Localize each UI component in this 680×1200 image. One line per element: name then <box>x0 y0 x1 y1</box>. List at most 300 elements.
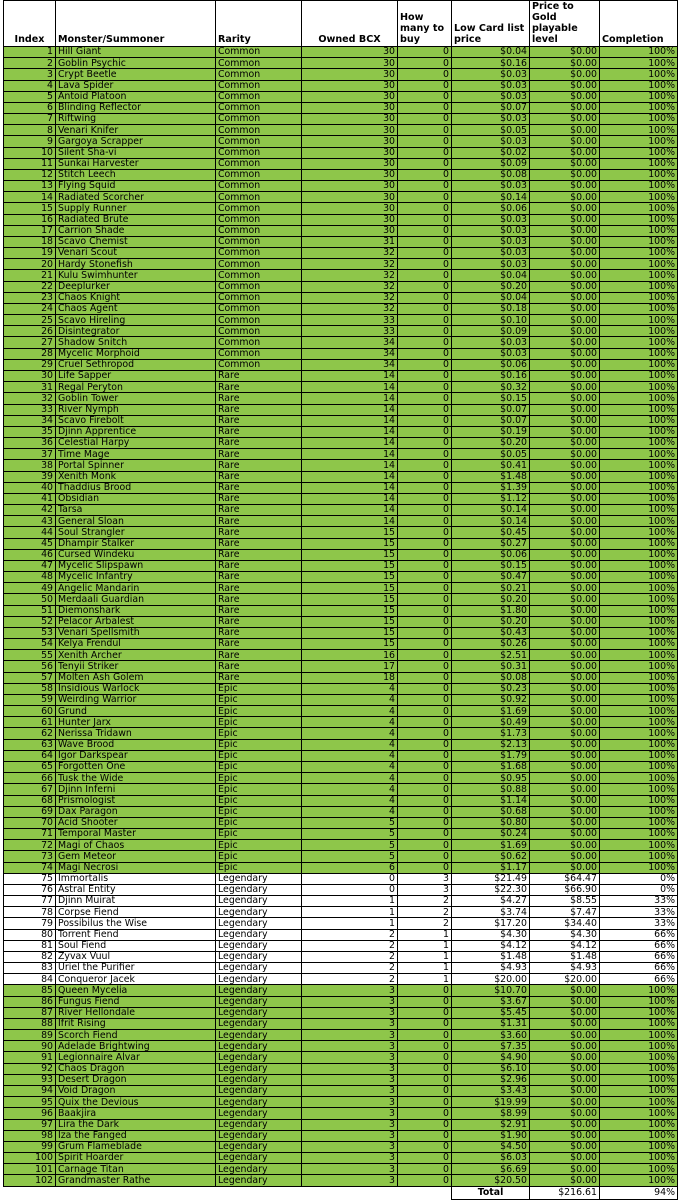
cell-low-price[interactable]: $4.50 <box>452 1141 530 1152</box>
cell-index[interactable]: 99 <box>4 1141 56 1152</box>
cell-gold-price[interactable]: $0.00 <box>530 773 600 784</box>
cell-gold-price[interactable]: $0.00 <box>530 337 600 348</box>
cell-owned-bcx[interactable]: 33 <box>302 315 398 326</box>
cell-index[interactable]: 2 <box>4 58 56 69</box>
cell-name[interactable]: Zyvax Vuul <box>56 951 216 962</box>
cell-gold-price[interactable]: $0.00 <box>530 1007 600 1018</box>
cell-completion[interactable]: 100% <box>600 337 678 348</box>
cell-owned-bcx[interactable]: 4 <box>302 728 398 739</box>
cell-low-price[interactable]: $0.32 <box>452 382 530 393</box>
cell-index[interactable]: 17 <box>4 225 56 236</box>
cell-rarity[interactable]: Epic <box>216 817 302 828</box>
cell-index[interactable]: 98 <box>4 1130 56 1141</box>
cell-rarity[interactable]: Legendary <box>216 918 302 929</box>
cell-completion[interactable]: 100% <box>600 147 678 158</box>
cell-rarity[interactable]: Legendary <box>216 985 302 996</box>
cell-index[interactable]: 76 <box>4 884 56 895</box>
cell-rarity[interactable]: Rare <box>216 627 302 638</box>
cell-gold-price[interactable]: $0.00 <box>530 1108 600 1119</box>
cell-rarity[interactable]: Legendary <box>216 1097 302 1108</box>
cell-index[interactable]: 85 <box>4 985 56 996</box>
cell-index[interactable]: 67 <box>4 784 56 795</box>
cell-rarity[interactable]: Epic <box>216 728 302 739</box>
cell-completion[interactable]: 100% <box>600 270 678 281</box>
cell-rarity[interactable]: Rare <box>216 471 302 482</box>
cell-completion[interactable]: 100% <box>600 136 678 147</box>
cell-how-many[interactable]: 0 <box>398 572 452 583</box>
cell-gold-price[interactable]: $0.00 <box>530 1141 600 1152</box>
cell-how-many[interactable]: 0 <box>398 650 452 661</box>
cell-name[interactable]: Djinn Apprentice <box>56 426 216 437</box>
cell-low-price[interactable]: $19.99 <box>452 1097 530 1108</box>
cell-how-many[interactable]: 0 <box>398 69 452 80</box>
header-name[interactable]: Monster/Summoner <box>56 1 216 47</box>
cell-owned-bcx[interactable]: 14 <box>302 415 398 426</box>
cell-owned-bcx[interactable]: 3 <box>302 1074 398 1085</box>
cell-index[interactable]: 93 <box>4 1074 56 1085</box>
cell-gold-price[interactable]: $0.00 <box>530 639 600 650</box>
cell-rarity[interactable]: Legendary <box>216 1063 302 1074</box>
cell-index[interactable]: 39 <box>4 471 56 482</box>
cell-rarity[interactable]: Rare <box>216 393 302 404</box>
cell-owned-bcx[interactable]: 18 <box>302 672 398 683</box>
cell-index[interactable]: 34 <box>4 415 56 426</box>
cell-name[interactable]: Supply Runner <box>56 203 216 214</box>
cell-gold-price[interactable]: $0.00 <box>530 47 600 58</box>
cell-name[interactable]: Tusk the Wide <box>56 773 216 784</box>
cell-owned-bcx[interactable]: 15 <box>302 594 398 605</box>
cell-gold-price[interactable]: $0.00 <box>530 393 600 404</box>
cell-completion[interactable]: 100% <box>600 784 678 795</box>
cell-completion[interactable]: 100% <box>600 773 678 784</box>
cell-rarity[interactable]: Epic <box>216 683 302 694</box>
cell-completion[interactable]: 100% <box>600 393 678 404</box>
cell-index[interactable]: 14 <box>4 192 56 203</box>
cell-completion[interactable]: 100% <box>600 225 678 236</box>
cell-owned-bcx[interactable]: 3 <box>302 1119 398 1130</box>
cell-rarity[interactable]: Rare <box>216 650 302 661</box>
cell-completion[interactable]: 100% <box>600 493 678 504</box>
cell-index[interactable]: 50 <box>4 594 56 605</box>
cell-name[interactable]: Kulu Swimhunter <box>56 270 216 281</box>
cell-index[interactable]: 92 <box>4 1063 56 1074</box>
cell-rarity[interactable]: Legendary <box>216 1030 302 1041</box>
cell-gold-price[interactable]: $0.00 <box>530 348 600 359</box>
cell-low-price[interactable]: $0.27 <box>452 538 530 549</box>
cell-rarity[interactable]: Legendary <box>216 996 302 1007</box>
cell-name[interactable]: Goblin Psychic <box>56 58 216 69</box>
cell-index[interactable]: 35 <box>4 426 56 437</box>
cell-rarity[interactable]: Common <box>216 47 302 58</box>
cell-low-price[interactable]: $0.80 <box>452 817 530 828</box>
cell-completion[interactable]: 100% <box>600 460 678 471</box>
cell-owned-bcx[interactable]: 30 <box>302 181 398 192</box>
cell-name[interactable]: Gem Meteor <box>56 851 216 862</box>
cell-how-many[interactable]: 0 <box>398 1175 452 1186</box>
cell-name[interactable]: Thaddius Brood <box>56 482 216 493</box>
cell-gold-price[interactable]: $0.00 <box>530 169 600 180</box>
cell-owned-bcx[interactable]: 3 <box>302 1130 398 1141</box>
cell-completion[interactable]: 33% <box>600 918 678 929</box>
cell-owned-bcx[interactable]: 15 <box>302 627 398 638</box>
cell-low-price[interactable]: $3.67 <box>452 996 530 1007</box>
cell-completion[interactable]: 100% <box>600 449 678 460</box>
cell-name[interactable]: Radiated Brute <box>56 214 216 225</box>
cell-name[interactable]: Dax Paragon <box>56 806 216 817</box>
cell-gold-price[interactable]: $0.00 <box>530 795 600 806</box>
cell-rarity[interactable]: Rare <box>216 426 302 437</box>
cell-low-price[interactable]: $0.06 <box>452 359 530 370</box>
cell-how-many[interactable]: 0 <box>398 449 452 460</box>
cell-owned-bcx[interactable]: 3 <box>302 1141 398 1152</box>
cell-gold-price[interactable]: $0.00 <box>530 426 600 437</box>
cell-owned-bcx[interactable]: 15 <box>302 549 398 560</box>
cell-how-many[interactable]: 2 <box>398 896 452 907</box>
cell-index[interactable]: 44 <box>4 527 56 538</box>
cell-rarity[interactable]: Common <box>216 326 302 337</box>
cell-low-price[interactable]: $0.20 <box>452 594 530 605</box>
cell-low-price[interactable]: $0.49 <box>452 717 530 728</box>
cell-completion[interactable]: 100% <box>600 281 678 292</box>
cell-rarity[interactable]: Common <box>216 158 302 169</box>
cell-index[interactable]: 96 <box>4 1108 56 1119</box>
cell-gold-price[interactable]: $0.00 <box>530 862 600 873</box>
cell-rarity[interactable]: Legendary <box>216 907 302 918</box>
cell-name[interactable]: Spirit Hoarder <box>56 1153 216 1164</box>
cell-completion[interactable]: 100% <box>600 583 678 594</box>
cell-gold-price[interactable]: $0.00 <box>530 694 600 705</box>
cell-low-price[interactable]: $0.15 <box>452 393 530 404</box>
cell-gold-price[interactable]: $0.00 <box>530 1119 600 1130</box>
cell-completion[interactable]: 100% <box>600 717 678 728</box>
cell-index[interactable]: 94 <box>4 1085 56 1096</box>
cell-low-price[interactable]: $1.17 <box>452 862 530 873</box>
cell-index[interactable]: 51 <box>4 605 56 616</box>
cell-completion[interactable]: 100% <box>600 181 678 192</box>
cell-index[interactable]: 11 <box>4 158 56 169</box>
cell-name[interactable]: Baakjira <box>56 1108 216 1119</box>
cell-owned-bcx[interactable]: 14 <box>302 482 398 493</box>
cell-owned-bcx[interactable]: 30 <box>302 169 398 180</box>
cell-gold-price[interactable]: $0.00 <box>530 572 600 583</box>
cell-gold-price[interactable]: $0.00 <box>530 158 600 169</box>
cell-rarity[interactable]: Rare <box>216 594 302 605</box>
cell-completion[interactable]: 100% <box>600 1141 678 1152</box>
cell-completion[interactable]: 100% <box>600 627 678 638</box>
cell-name[interactable]: Hill Giant <box>56 47 216 58</box>
cell-rarity[interactable]: Legendary <box>216 963 302 974</box>
cell-rarity[interactable]: Common <box>216 80 302 91</box>
cell-name[interactable]: Queen Mycelia <box>56 985 216 996</box>
cell-name[interactable]: Portal Spinner <box>56 460 216 471</box>
cell-low-price[interactable]: $0.09 <box>452 326 530 337</box>
cell-low-price[interactable]: $5.45 <box>452 1007 530 1018</box>
cell-rarity[interactable]: Rare <box>216 404 302 415</box>
cell-completion[interactable]: 100% <box>600 438 678 449</box>
cell-how-many[interactable]: 0 <box>398 147 452 158</box>
cell-gold-price[interactable]: $0.00 <box>530 851 600 862</box>
cell-how-many[interactable]: 0 <box>398 482 452 493</box>
cell-name[interactable]: Adelade Brightwing <box>56 1041 216 1052</box>
cell-index[interactable]: 20 <box>4 259 56 270</box>
cell-index[interactable]: 101 <box>4 1164 56 1175</box>
cell-rarity[interactable]: Rare <box>216 639 302 650</box>
cell-name[interactable]: Prismologist <box>56 795 216 806</box>
cell-how-many[interactable]: 0 <box>398 181 452 192</box>
cell-low-price[interactable]: $0.14 <box>452 516 530 527</box>
cell-completion[interactable]: 100% <box>600 1030 678 1041</box>
cell-how-many[interactable]: 1 <box>398 929 452 940</box>
cell-how-many[interactable]: 0 <box>398 393 452 404</box>
cell-rarity[interactable]: Legendary <box>216 1108 302 1119</box>
cell-rarity[interactable]: Epic <box>216 784 302 795</box>
cell-index[interactable]: 7 <box>4 114 56 125</box>
cell-completion[interactable]: 100% <box>600 672 678 683</box>
cell-name[interactable]: River Hellondale <box>56 1007 216 1018</box>
cell-index[interactable]: 71 <box>4 829 56 840</box>
cell-low-price[interactable]: $22.30 <box>452 884 530 895</box>
cell-index[interactable]: 3 <box>4 69 56 80</box>
cell-index[interactable]: 89 <box>4 1030 56 1041</box>
cell-how-many[interactable]: 0 <box>398 370 452 381</box>
cell-low-price[interactable]: $0.06 <box>452 203 530 214</box>
cell-name[interactable]: Grum Flameblade <box>56 1141 216 1152</box>
cell-how-many[interactable]: 0 <box>398 1108 452 1119</box>
cell-completion[interactable]: 100% <box>600 527 678 538</box>
cell-owned-bcx[interactable]: 32 <box>302 303 398 314</box>
cell-index[interactable]: 47 <box>4 560 56 571</box>
cell-name[interactable]: Mycelic Slipspawn <box>56 560 216 571</box>
cell-index[interactable]: 66 <box>4 773 56 784</box>
cell-owned-bcx[interactable]: 32 <box>302 259 398 270</box>
cell-rarity[interactable]: Rare <box>216 672 302 683</box>
cell-gold-price[interactable]: $0.00 <box>530 1063 600 1074</box>
cell-name[interactable]: Wave Brood <box>56 739 216 750</box>
cell-how-many[interactable]: 0 <box>398 259 452 270</box>
cell-completion[interactable]: 100% <box>600 549 678 560</box>
cell-low-price[interactable]: $1.69 <box>452 706 530 717</box>
cell-completion[interactable]: 100% <box>600 404 678 415</box>
cell-gold-price[interactable]: $0.00 <box>530 292 600 303</box>
cell-rarity[interactable]: Common <box>216 225 302 236</box>
cell-owned-bcx[interactable]: 4 <box>302 784 398 795</box>
cell-rarity[interactable]: Legendary <box>216 1074 302 1085</box>
cell-index[interactable]: 95 <box>4 1097 56 1108</box>
cell-low-price[interactable]: $0.23 <box>452 683 530 694</box>
cell-completion[interactable]: 100% <box>600 426 678 437</box>
cell-gold-price[interactable]: $0.00 <box>530 985 600 996</box>
cell-name[interactable]: Immortalis <box>56 873 216 884</box>
cell-rarity[interactable]: Common <box>216 169 302 180</box>
cell-low-price[interactable]: $0.03 <box>452 348 530 359</box>
cell-completion[interactable]: 100% <box>600 315 678 326</box>
cell-completion[interactable]: 100% <box>600 762 678 773</box>
cell-completion[interactable]: 100% <box>600 560 678 571</box>
cell-name[interactable]: Hunter Jarx <box>56 717 216 728</box>
cell-rarity[interactable]: Epic <box>216 840 302 851</box>
cell-rarity[interactable]: Epic <box>216 862 302 873</box>
cell-completion[interactable]: 100% <box>600 706 678 717</box>
cell-how-many[interactable]: 0 <box>398 1063 452 1074</box>
cell-how-many[interactable]: 0 <box>398 762 452 773</box>
cell-owned-bcx[interactable]: 34 <box>302 337 398 348</box>
cell-gold-price[interactable]: $0.00 <box>530 1030 600 1041</box>
cell-name[interactable]: Torrent Fiend <box>56 929 216 940</box>
cell-rarity[interactable]: Rare <box>216 438 302 449</box>
cell-gold-price[interactable]: $0.00 <box>530 1130 600 1141</box>
cell-how-many[interactable]: 2 <box>398 918 452 929</box>
cell-owned-bcx[interactable]: 4 <box>302 773 398 784</box>
cell-owned-bcx[interactable]: 33 <box>302 326 398 337</box>
cell-name[interactable]: Chaos Knight <box>56 292 216 303</box>
cell-completion[interactable]: 0% <box>600 884 678 895</box>
cell-low-price[interactable]: $20.00 <box>452 974 530 985</box>
cell-index[interactable]: 69 <box>4 806 56 817</box>
cell-rarity[interactable]: Rare <box>216 382 302 393</box>
cell-low-price[interactable]: $0.06 <box>452 549 530 560</box>
cell-completion[interactable]: 100% <box>600 326 678 337</box>
cell-owned-bcx[interactable]: 5 <box>302 851 398 862</box>
cell-low-price[interactable]: $0.03 <box>452 181 530 192</box>
cell-gold-price[interactable]: $0.00 <box>530 728 600 739</box>
cell-low-price[interactable]: $0.92 <box>452 694 530 705</box>
cell-index[interactable]: 53 <box>4 627 56 638</box>
cell-low-price[interactable]: $1.79 <box>452 750 530 761</box>
cell-gold-price[interactable]: $0.00 <box>530 616 600 627</box>
cell-how-many[interactable]: 0 <box>398 694 452 705</box>
cell-rarity[interactable]: Legendary <box>216 873 302 884</box>
cell-index[interactable]: 73 <box>4 851 56 862</box>
cell-index[interactable]: 80 <box>4 929 56 940</box>
cell-index[interactable]: 23 <box>4 292 56 303</box>
cell-completion[interactable]: 66% <box>600 929 678 940</box>
cell-completion[interactable]: 100% <box>600 359 678 370</box>
cell-index[interactable]: 16 <box>4 214 56 225</box>
cell-owned-bcx[interactable]: 14 <box>302 471 398 482</box>
cell-owned-bcx[interactable]: 30 <box>302 114 398 125</box>
cell-index[interactable]: 4 <box>4 80 56 91</box>
cell-low-price[interactable]: $2.96 <box>452 1074 530 1085</box>
cell-how-many[interactable]: 0 <box>398 1097 452 1108</box>
cell-completion[interactable]: 100% <box>600 795 678 806</box>
cell-completion[interactable]: 100% <box>600 985 678 996</box>
cell-index[interactable]: 30 <box>4 370 56 381</box>
cell-how-many[interactable]: 0 <box>398 337 452 348</box>
cell-gold-price[interactable]: $0.00 <box>530 829 600 840</box>
cell-how-many[interactable]: 0 <box>398 717 452 728</box>
cell-gold-price[interactable]: $0.00 <box>530 80 600 91</box>
cell-rarity[interactable]: Epic <box>216 739 302 750</box>
cell-owned-bcx[interactable]: 17 <box>302 661 398 672</box>
cell-how-many[interactable]: 0 <box>398 1041 452 1052</box>
cell-low-price[interactable]: $3.60 <box>452 1030 530 1041</box>
cell-name[interactable]: Weirding Warrior <box>56 694 216 705</box>
cell-how-many[interactable]: 0 <box>398 158 452 169</box>
cell-how-many[interactable]: 0 <box>398 203 452 214</box>
cell-name[interactable]: Igor Darkspear <box>56 750 216 761</box>
cell-owned-bcx[interactable]: 3 <box>302 1018 398 1029</box>
cell-owned-bcx[interactable]: 5 <box>302 840 398 851</box>
cell-index[interactable]: 68 <box>4 795 56 806</box>
cell-rarity[interactable]: Common <box>216 292 302 303</box>
cell-index[interactable]: 46 <box>4 549 56 560</box>
cell-how-many[interactable]: 0 <box>398 270 452 281</box>
cell-how-many[interactable]: 0 <box>398 817 452 828</box>
cell-name[interactable]: Carrion Shade <box>56 225 216 236</box>
cell-gold-price[interactable]: $0.00 <box>530 1153 600 1164</box>
cell-name[interactable]: Dhampir Stalker <box>56 538 216 549</box>
cell-owned-bcx[interactable]: 2 <box>302 963 398 974</box>
cell-low-price[interactable]: $1.14 <box>452 795 530 806</box>
cell-name[interactable]: Scavo Firebolt <box>56 415 216 426</box>
cell-completion[interactable]: 100% <box>600 1164 678 1175</box>
cell-low-price[interactable]: $0.03 <box>452 236 530 247</box>
cell-name[interactable]: Hardy Stonefish <box>56 259 216 270</box>
cell-name[interactable]: Venari Scout <box>56 248 216 259</box>
cell-how-many[interactable]: 0 <box>398 359 452 370</box>
cell-owned-bcx[interactable]: 6 <box>302 862 398 873</box>
cell-gold-price[interactable]: $0.00 <box>530 560 600 571</box>
cell-how-many[interactable]: 0 <box>398 706 452 717</box>
cell-completion[interactable]: 100% <box>600 303 678 314</box>
cell-owned-bcx[interactable]: 30 <box>302 58 398 69</box>
cell-owned-bcx[interactable]: 14 <box>302 404 398 415</box>
cell-low-price[interactable]: $0.14 <box>452 505 530 516</box>
cell-name[interactable]: Xenith Monk <box>56 471 216 482</box>
cell-gold-price[interactable]: $0.00 <box>530 225 600 236</box>
cell-how-many[interactable]: 0 <box>398 672 452 683</box>
cell-low-price[interactable]: $1.68 <box>452 762 530 773</box>
cell-how-many[interactable]: 0 <box>398 583 452 594</box>
cell-low-price[interactable]: $10.70 <box>452 985 530 996</box>
cell-name[interactable]: River Nymph <box>56 404 216 415</box>
cell-name[interactable]: Riftwing <box>56 114 216 125</box>
cell-completion[interactable]: 100% <box>600 1074 678 1085</box>
cell-how-many[interactable]: 0 <box>398 404 452 415</box>
cell-index[interactable]: 91 <box>4 1052 56 1063</box>
cell-owned-bcx[interactable]: 0 <box>302 884 398 895</box>
cell-how-many[interactable]: 1 <box>398 951 452 962</box>
cell-rarity[interactable]: Common <box>216 214 302 225</box>
cell-completion[interactable]: 100% <box>600 806 678 817</box>
cell-index[interactable]: 48 <box>4 572 56 583</box>
cell-completion[interactable]: 100% <box>600 482 678 493</box>
cell-rarity[interactable]: Legendary <box>216 929 302 940</box>
cell-owned-bcx[interactable]: 2 <box>302 951 398 962</box>
cell-owned-bcx[interactable]: 4 <box>302 683 398 694</box>
cell-low-price[interactable]: $0.08 <box>452 169 530 180</box>
cell-how-many[interactable]: 0 <box>398 806 452 817</box>
cell-rarity[interactable]: Epic <box>216 750 302 761</box>
cell-rarity[interactable]: Legendary <box>216 951 302 962</box>
cell-gold-price[interactable]: $0.00 <box>530 717 600 728</box>
cell-owned-bcx[interactable]: 34 <box>302 359 398 370</box>
cell-how-many[interactable]: 0 <box>398 493 452 504</box>
cell-index[interactable]: 43 <box>4 516 56 527</box>
cell-owned-bcx[interactable]: 14 <box>302 382 398 393</box>
cell-completion[interactable]: 100% <box>600 236 678 247</box>
cell-gold-price[interactable]: $0.00 <box>530 449 600 460</box>
cell-name[interactable]: Possibilus the Wise <box>56 918 216 929</box>
cell-low-price[interactable]: $0.07 <box>452 404 530 415</box>
cell-how-many[interactable]: 0 <box>398 739 452 750</box>
cell-gold-price[interactable]: $0.00 <box>530 181 600 192</box>
cell-gold-price[interactable]: $0.00 <box>530 482 600 493</box>
cell-gold-price[interactable]: $0.00 <box>530 817 600 828</box>
cell-index[interactable]: 38 <box>4 460 56 471</box>
cell-name[interactable]: Angelic Mandarin <box>56 583 216 594</box>
cell-low-price[interactable]: $0.09 <box>452 158 530 169</box>
